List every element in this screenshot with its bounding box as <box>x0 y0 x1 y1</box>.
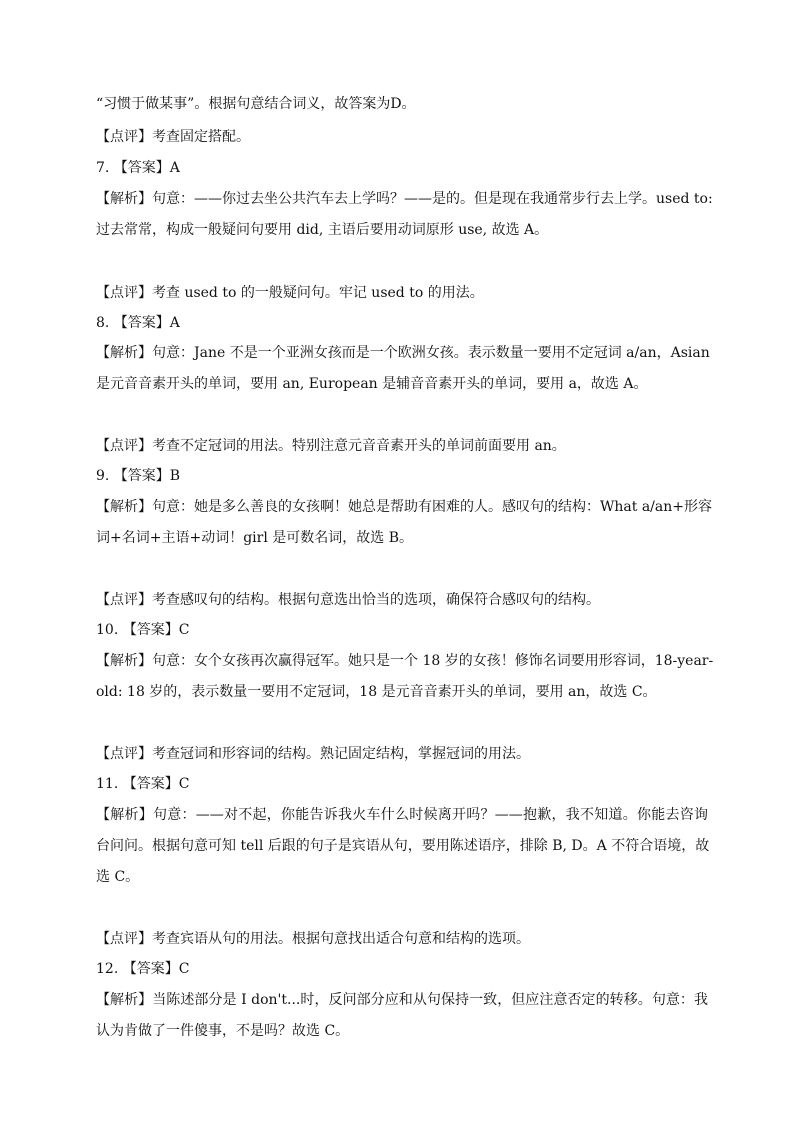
answer-line: 8. 【答案】A <box>96 315 180 331</box>
answer-line: 12. 【答案】C <box>96 961 190 977</box>
answer-line: 11. 【答案】C <box>96 776 190 792</box>
answer-line: 7. 【答案】A <box>96 160 180 176</box>
analysis-line: 认为肯做了一件傻事，不是吗？故选 C。 <box>96 1023 350 1039</box>
comment-line: 【点评】考查冠词和形容词的结构。熟记固定结构，掌握冠词的用法。 <box>96 746 530 762</box>
analysis-line: 过去常常，构成一般疑问句要用 did, 主语后要用动词原形 use, 故选 A。 <box>96 222 549 238</box>
comment-line: 【点评】考查感叹句的结构。根据句意选出恰当的选项，确保符合感叹句的结构。 <box>96 592 600 608</box>
analysis-line: 是元音音素开头的单词，要用 an, European 是辅音音素开头的单词，要用 a，故选 A。 <box>96 376 648 392</box>
comment-line: 【点评】考查不定冠词的用法。特别注意元音音素开头的单词前面要用 an。 <box>96 438 566 454</box>
analysis-line: 选 C。 <box>96 869 140 885</box>
analysis-line: 台问问。根据句意可知 tell 后跟的句子是宾语从句，要用陈述语序，排除 B, D。A 不符合语境，故 <box>96 838 710 854</box>
analysis-line: old: 18 岁的，表示数量一要用不定冠词，18 是元音音素开头的单词，要用 an，故选 C。 <box>96 684 657 700</box>
analysis-line: 【解析】当陈述部分是 I don't...时，反问部分应和从句保持一致，但应注意否定的转移。句意：我 <box>96 992 708 1008</box>
comment-line: 【点评】考查固定搭配。 <box>96 129 250 145</box>
comment-line: 【点评】考查 used to 的一般疑问句。牢记 used to 的用法。 <box>96 285 484 301</box>
analysis-line: 【解析】句意：——对不起，你能告诉我火车什么时候离开吗？——抱歉，我不知道。你能去咨询 <box>96 807 708 823</box>
analysis-line: 【解析】句意：——你过去坐公共汽车去上学吗？——是的。但是现在我通常步行去上学。used to: <box>96 191 713 207</box>
analysis-line: 【解析】句意：她是多么善良的女孩啊！她总是帮助有困难的人。感叹句的结构：What a/an+形容 <box>96 499 712 515</box>
comment-line: 【点评】考查宾语从句的用法。根据句意找出适合句意和结构的选项。 <box>96 931 530 947</box>
document-page <box>96 0 714 1130</box>
text-line: “习惯于做某事”。根据句意结合词义，故答案为D。 <box>96 96 416 112</box>
answer-line: 10. 【答案】C <box>96 622 190 638</box>
analysis-line: 词+名词+主语+动词！girl 是可数名词，故选 B。 <box>96 530 413 546</box>
analysis-line: 【解析】句意：女个女孩再次赢得冠军。她只是一个 18 岁的女孩！修饰名词要用形容词，18-year- <box>96 653 714 669</box>
answer-line: 9. 【答案】B <box>96 468 181 484</box>
analysis-line: 【解析】句意：Jane 不是一个亚洲女孩而是一个欧洲女孩。表示数量一要用不定冠词 a/an，Asian <box>96 345 710 361</box>
